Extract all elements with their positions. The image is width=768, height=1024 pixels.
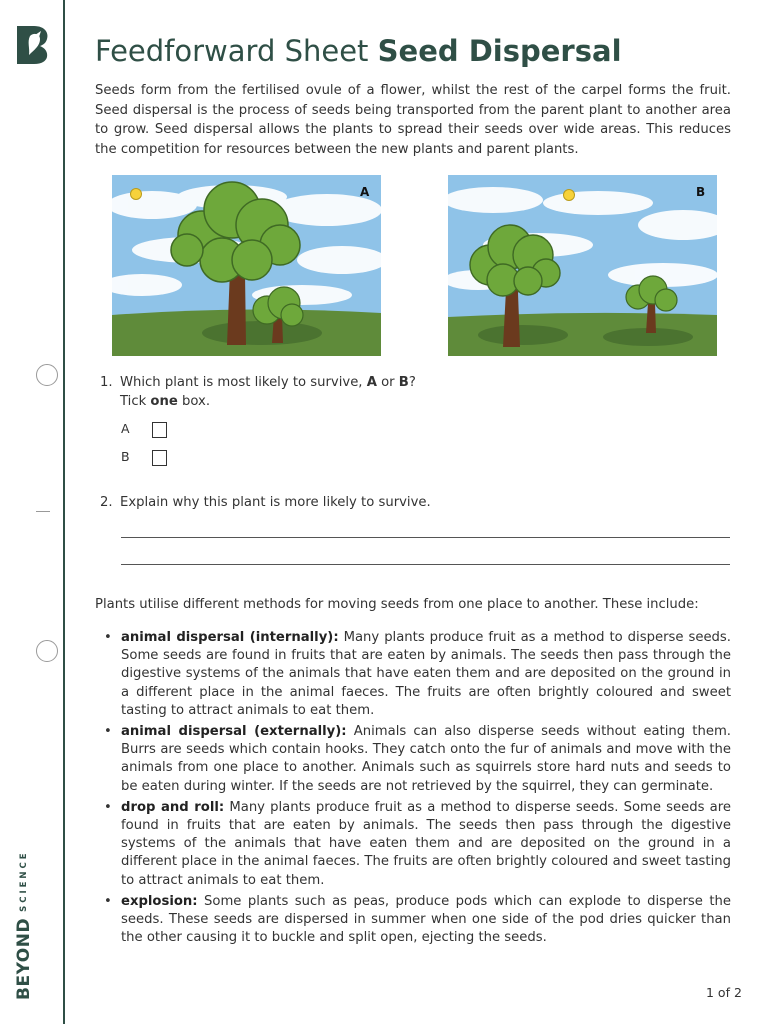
question-1-or: or — [376, 375, 399, 390]
scene-b-label: B — [696, 185, 706, 199]
intro-paragraph: Seeds form from the fertilised ovule of a flower, whilst the rest of the carpel forms the fruit. Seed dispersal is the process of seeds being transported from the parent plant to another area to grow. Seed dispersal allows the plants to spread their seeds over wide areas. This reduces the competition for resources between the new plants and parent plants. — [95, 83, 731, 157]
question-1-number: 1. — [100, 375, 113, 390]
methods-list — [95, 629, 731, 950]
question-1-b: B — [398, 375, 409, 390]
methods-intro: Plants utilise different methods for moving seeds from one place to another. These include: — [95, 597, 699, 612]
scene-a-label: A — [360, 185, 370, 199]
binder-hole — [36, 364, 58, 386]
question-2-text: Explain why this plant is more likely to survive. — [120, 495, 431, 510]
brand-wordmark — [14, 850, 34, 1000]
question-1-a: A — [366, 375, 377, 390]
scene-b-illustration — [448, 175, 717, 356]
margin-line — [63, 0, 65, 1024]
scene-a-illustration — [112, 175, 381, 356]
question-1-line1 — [120, 373, 416, 392]
brand-sub: SCIENCE — [19, 850, 29, 912]
tick-box-b[interactable] — [152, 450, 167, 466]
method-term: animal dispersal (internally): — [121, 630, 339, 645]
title-bold: Seed Dispersal — [377, 34, 622, 68]
question-2-number: 2. — [100, 495, 113, 510]
method-text: Animals can also disperse seeds without eating them. Burrs are seeds which contain hooks. They catch onto the fur of animals and move with the animals from one place to another. Animals such as squirrels store hard nuts and seeds to be eaten during winter. If the seeds are not retrieved by the squirrel, they can germinate. — [121, 724, 731, 794]
list-item — [95, 629, 731, 720]
tick-box-a[interactable] — [152, 422, 167, 438]
answer-line-1[interactable] — [121, 537, 730, 538]
list-item — [95, 893, 731, 948]
method-term: explosion: — [121, 893, 198, 909]
list-item — [95, 723, 731, 796]
question-1-one: one — [150, 394, 178, 409]
option-b-label: B — [121, 449, 130, 464]
option-a-label: A — [121, 421, 130, 436]
binder-hole — [36, 640, 58, 662]
question-1-line2 — [120, 392, 210, 411]
question-1-tick: Tick — [120, 394, 151, 409]
brand-logo-icon — [14, 24, 50, 64]
question-1-text: Which plant is most likely to survive, — [120, 375, 367, 390]
answer-line-2[interactable] — [121, 564, 730, 565]
page-title — [95, 34, 622, 68]
method-term: animal dispersal (externally): — [121, 724, 347, 740]
method-term: drop and roll: — [121, 799, 225, 815]
method-text: Some plants such as peas, produce pods which can explode to disperse the seeds. These seeds are dispersed in summer when one side of the pod dries quicker than the other causing it to buckle and split open, ejecting the seeds. — [121, 893, 731, 946]
title-light: Feedforward Sheet — [95, 34, 369, 68]
method-text: Many plants produce fruit as a method to disperse seeds. Some seeds are found in fruits that are eaten by animals. The seeds then pass through the digestive systems of the animals that have eaten them and are deposited on the ground in a different place in the animal faeces. The fruits are often brightly coloured and sweet tasting to attract animals to eat them. — [121, 630, 731, 718]
list-item — [95, 799, 731, 890]
question-1-qmark: ? — [408, 375, 416, 390]
fold-mark — [36, 511, 50, 512]
method-text: Many plants produce fruit as a method to disperse seeds. Some seeds are found in fruits that are eaten by animals. The seeds then pass through the digestive systems of the animals that have eaten them and are deposited on the ground in a different place in the animal faeces. The fruits are often brightly coloured and sweet tasting to attract animals to eat them. — [121, 799, 731, 888]
page-number: 1 of 2 — [706, 985, 742, 1000]
question-1-box: box. — [177, 394, 211, 409]
brand-name: BEYOND — [14, 917, 34, 1000]
